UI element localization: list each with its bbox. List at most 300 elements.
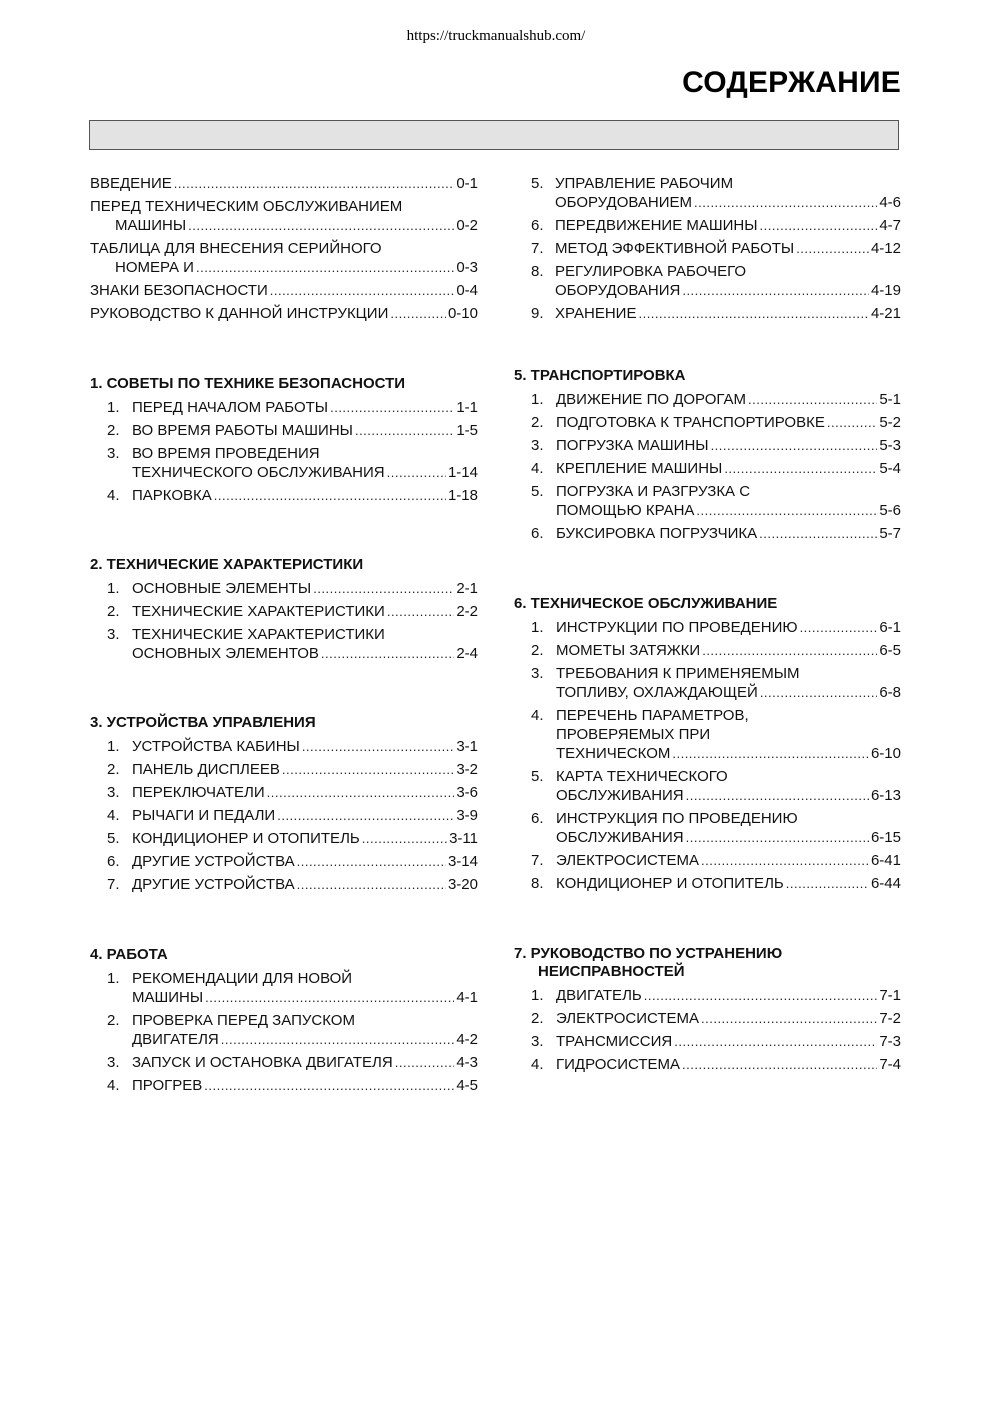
toc-page-number: 2-1 (456, 580, 478, 597)
toc-page-number: 5-7 (879, 525, 901, 542)
toc-entry-text: ГИДРОСИСТЕМА (556, 1056, 681, 1073)
dot-leader (204, 1076, 454, 1095)
toc-entry[interactable] (90, 304, 478, 323)
toc-section (90, 946, 478, 1099)
toc-entry-text: ВО ВРЕМЯ РАБОТЫ МАШИНЫ (132, 422, 353, 439)
toc-entry-text: ПОМОЩЬЮ КРАНА (556, 502, 695, 519)
toc-entry-line-last (531, 413, 901, 432)
toc-entry-text: ПРОГРЕВ (132, 1077, 203, 1094)
toc-entry-line-last (107, 1030, 478, 1049)
toc-entry-number: 6. (531, 810, 544, 827)
toc-entry-line-last (531, 744, 901, 763)
toc-section (514, 595, 901, 897)
section-heading-line: 4. РАБОТА (90, 946, 168, 963)
toc-entry-text: ВВЕДЕНИЕ (90, 175, 172, 192)
toc-entry-line (107, 625, 478, 644)
toc-entry[interactable] (514, 174, 901, 212)
toc-entry-text: БУКСИРОВКА ПОГРУЗЧИКА (556, 525, 758, 542)
toc-entry[interactable] (90, 281, 478, 300)
toc-entry-number: 7. (107, 876, 120, 893)
toc-entry-text: ТРЕБОВАНИЯ К ПРИМЕНЯЕМЫМ (556, 665, 800, 682)
toc-entry-line-last (531, 239, 901, 258)
toc-entry-number: 5. (531, 768, 544, 785)
toc-entry-number: 4. (531, 1056, 544, 1073)
toc-section (514, 945, 901, 1078)
dot-leader (297, 875, 446, 894)
toc-page-number: 4-21 (870, 305, 901, 322)
toc-entry-line-last (531, 851, 901, 870)
toc-entry[interactable] (90, 806, 478, 825)
dot-leader (696, 501, 877, 520)
toc-entry-text: МАШИНЫ (132, 989, 204, 1006)
toc-entry-line (531, 767, 901, 786)
toc-entry[interactable] (514, 706, 901, 763)
dot-leader (759, 524, 877, 543)
toc-entry-number: 4. (107, 1077, 120, 1094)
toc-entry-number: 1. (531, 619, 544, 636)
toc-page-number: 3-14 (447, 853, 478, 870)
toc-entry-number: 8. (531, 263, 544, 280)
toc-entry-number: 3. (107, 1054, 120, 1071)
dot-leader (270, 281, 455, 300)
toc-entry-text: ПЕРЕД НАЧАЛОМ РАБОТЫ (132, 399, 329, 416)
toc-entry-number: 3. (531, 437, 544, 454)
toc-entry-line (531, 725, 901, 744)
toc-entry-text: ПЕРЕД ТЕХНИЧЕСКИМ ОБСЛУЖИВАНИЕМ (90, 198, 403, 215)
page-title: СОДЕРЖАНИЕ (682, 66, 901, 99)
toc-entry[interactable] (514, 618, 901, 637)
toc-entry-line-last (531, 1032, 901, 1051)
dot-leader (686, 786, 869, 805)
toc-entry-line (107, 969, 478, 988)
toc-entry-line-last (107, 421, 478, 440)
dot-leader (387, 602, 454, 621)
toc-entry-line-last (107, 1076, 478, 1095)
toc-entry[interactable] (514, 436, 901, 455)
toc-entry[interactable] (514, 304, 901, 323)
toc-page-number: 6-13 (870, 787, 901, 804)
toc-entry-line (531, 262, 901, 281)
toc-page-number: 6-8 (879, 684, 901, 701)
section-heading[interactable] (90, 375, 478, 393)
toc-entry[interactable] (90, 421, 478, 440)
dot-leader (686, 828, 869, 847)
toc-entry-text: ЗНАКИ БЕЗОПАСНОСТИ (90, 282, 268, 299)
toc-entry-line-last (531, 1055, 901, 1074)
toc-entry-text: ТАБЛИЦА ДЛЯ ВНЕСЕНИЯ СЕРИЙНОГО (90, 240, 382, 257)
toc-page-number: 7-1 (879, 987, 901, 1004)
toc-page-number: 5-6 (879, 502, 901, 519)
toc-entry-number: 4. (531, 460, 544, 477)
toc-page-number: 2-4 (456, 645, 478, 662)
toc-entry-line-last (107, 398, 478, 417)
toc-entry[interactable] (514, 664, 901, 702)
toc-page-number: 2-2 (456, 603, 478, 620)
toc-entry[interactable] (90, 760, 478, 779)
toc-entry-line-last (531, 986, 901, 1005)
section-heading[interactable] (90, 946, 478, 964)
dot-leader (827, 413, 877, 432)
toc-entry[interactable] (90, 783, 478, 802)
toc-page-number: 5-1 (879, 391, 901, 408)
toc-entry-text: ПОГРУЗКА И РАЗГРУЗКА С (556, 483, 751, 500)
dot-leader (174, 174, 455, 193)
toc-entry-number: 1. (107, 580, 120, 597)
dot-leader (748, 390, 877, 409)
toc-entry-line-last (107, 644, 478, 663)
toc-entry-number: 2. (531, 642, 544, 659)
toc-entry-number: 2. (107, 422, 120, 439)
toc-entry[interactable] (514, 641, 901, 660)
toc-entry-line-last (531, 683, 901, 702)
toc-entry-line-last (531, 786, 901, 805)
toc-entry-text: ПРОВЕРЯЕМЫХ ПРИ (556, 726, 711, 743)
section-heading-line: 5. ТРАНСПОРТИРОВКА (514, 367, 686, 384)
toc-entry[interactable] (90, 174, 478, 193)
section-heading[interactable] (514, 945, 901, 981)
toc-entry[interactable] (90, 239, 478, 277)
toc-entry-line (531, 174, 901, 193)
toc-entry-number: 5. (531, 483, 544, 500)
dot-leader (682, 281, 869, 300)
section-heading-line: 6. ТЕХНИЧЕСКОЕ ОБСЛУЖИВАНИЕ (514, 595, 778, 612)
toc-entry[interactable] (90, 1076, 478, 1095)
toc-entry-line-last (531, 193, 901, 212)
toc-entry-line-last (531, 524, 901, 543)
toc-entry-number: 4. (107, 487, 120, 504)
toc-page-number: 4-19 (870, 282, 901, 299)
toc-entry-text: ДВИГАТЕЛЯ (132, 1031, 219, 1048)
toc-entry-text: МОМЕТЫ ЗАТЯЖКИ (556, 642, 701, 659)
toc-page-number: 3-1 (456, 738, 478, 755)
dot-leader (694, 193, 877, 212)
toc-entry-line-last (531, 436, 901, 455)
toc-entry-text: РЫЧАГИ И ПЕДАЛИ (132, 807, 276, 824)
section-heading[interactable] (90, 556, 478, 574)
toc-entry-number: 3. (531, 665, 544, 682)
toc-entry-text: КОНДИЦИОНЕР И ОТОПИТЕЛЬ (556, 875, 784, 892)
toc-page-number: 4-6 (879, 194, 901, 211)
toc-entry-line-last (107, 463, 478, 482)
dot-leader (786, 874, 869, 893)
toc-entry-line-last (531, 501, 901, 520)
toc-entry[interactable] (90, 1053, 478, 1072)
dot-leader (205, 988, 454, 1007)
toc-entry-line-last (531, 216, 901, 235)
section-heading[interactable] (514, 595, 901, 613)
toc-entry[interactable] (514, 524, 901, 543)
dot-leader (682, 1055, 877, 1074)
toc-page-number: 4-3 (456, 1054, 478, 1071)
dot-leader (674, 1032, 877, 1051)
dot-leader (760, 683, 878, 702)
toc-entry[interactable] (514, 1009, 901, 1028)
toc-entry[interactable] (514, 482, 901, 520)
toc-entry-text: КОНДИЦИОНЕР И ОТОПИТЕЛЬ (132, 830, 360, 847)
dot-leader (188, 216, 454, 235)
toc-entry-number: 6. (531, 525, 544, 542)
toc-entry-line-last (107, 852, 478, 871)
dot-leader (800, 618, 878, 637)
toc-page-number: 6-10 (870, 745, 901, 762)
toc-entry-number: 1. (531, 391, 544, 408)
toc-entry-text: ДРУГИЕ УСТРОЙСТВА (132, 853, 295, 870)
toc-page-number: 3-2 (456, 761, 478, 778)
toc-entry-line-last (107, 1053, 478, 1072)
intro-section (90, 174, 478, 327)
toc-entry[interactable] (514, 767, 901, 805)
toc-entry-line-last (531, 641, 901, 660)
dot-leader (644, 986, 878, 1005)
toc-entry-line-last (90, 304, 478, 323)
toc-entry-line (107, 1011, 478, 1030)
toc-entry-line-last (531, 828, 901, 847)
toc-page-number: 0-4 (456, 282, 478, 299)
title-bar (89, 120, 899, 150)
toc-page-number: 4-1 (456, 989, 478, 1006)
toc-entry-text: РЕГУЛИРОВКА РАБОЧЕГО (555, 263, 747, 280)
section-heading[interactable] (514, 367, 901, 385)
dot-leader (277, 806, 454, 825)
toc-entry[interactable] (90, 625, 478, 663)
dot-leader (390, 304, 446, 323)
toc-entry-text: ОБОРУДОВАНИЕМ (555, 194, 692, 211)
toc-entry-text: ПОДГОТОВКА К ТРАНСПОРТИРОВКЕ (556, 414, 825, 431)
toc-entry[interactable] (90, 602, 478, 621)
toc-entry-text: УПРАВЛЕНИЕ РАБОЧИМ (555, 175, 734, 192)
toc-entry-number: 2. (107, 603, 120, 620)
toc-entry-text: НОМЕРА И (115, 259, 194, 276)
toc-entry-text: ИНСТРУКЦИЯ ПО ПРОВЕДЕНИЮ (556, 810, 798, 827)
toc-entry[interactable] (90, 852, 478, 871)
dot-leader (321, 644, 454, 663)
toc-entry-line (531, 664, 901, 683)
toc-entry-text: МАШИНЫ (115, 217, 187, 234)
toc-entry-line-last (531, 874, 901, 893)
toc-entry-line-last (531, 618, 901, 637)
toc-entry-line (531, 706, 901, 725)
section-heading-line: НЕИСПРАВНОСТЕЙ (538, 963, 685, 980)
toc-entry[interactable] (514, 459, 901, 478)
toc-entry[interactable] (90, 398, 478, 417)
toc-entry-text: ПЕРЕДВИЖЕНИЕ МАШИНЫ (555, 217, 758, 234)
toc-entry-line-last (107, 783, 478, 802)
toc-entry-text: КРЕПЛЕНИЕ МАШИНЫ (556, 460, 723, 477)
toc-entry[interactable] (90, 829, 478, 848)
toc-entry-text: ОБСЛУЖИВАНИЯ (556, 787, 684, 804)
toc-entry-line-last (531, 304, 901, 323)
toc-entry-text: ДВИГАТЕЛЬ (556, 987, 642, 1004)
toc-entry-text: ИНСТРУКЦИИ ПО ПРОВЕДЕНИЮ (556, 619, 798, 636)
dot-leader (330, 398, 454, 417)
toc-entry[interactable] (514, 390, 901, 409)
toc-entry-text: ПРОВЕРКА ПЕРЕД ЗАПУСКОМ (132, 1012, 355, 1029)
toc-entry-text: УСТРОЙСТВА КАБИНЫ (132, 738, 300, 755)
toc-entry-number: 2. (531, 1010, 544, 1027)
toc-page-number: 3-9 (456, 807, 478, 824)
toc-entry-text: ЭЛЕКТРОСИСТЕМА (556, 852, 699, 869)
toc-entry-line-last (90, 174, 478, 193)
toc-entry[interactable] (90, 737, 478, 756)
toc-entry-number: 3. (107, 626, 120, 643)
toc-entry-number: 1. (107, 399, 120, 416)
toc-section-continuation (514, 174, 901, 327)
section-heading-line: 7. РУКОВОДСТВО ПО УСТРАНЕНИЮ (514, 945, 783, 962)
toc-entry-number: 3. (107, 445, 120, 462)
toc-section (514, 367, 901, 547)
toc-entry[interactable] (514, 986, 901, 1005)
dot-leader (702, 641, 877, 660)
toc-page-number: 1-5 (456, 422, 478, 439)
toc-page-number: 1-18 (447, 487, 478, 504)
toc-entry-line (531, 809, 901, 828)
toc-entry-line-last (107, 806, 478, 825)
toc-entry-number: 7. (531, 852, 544, 869)
toc-entry-text: ЗАПУСК И ОСТАНОВКА ДВИГАТЕЛЯ (132, 1054, 393, 1071)
toc-entry-line (90, 197, 478, 216)
toc-entry[interactable] (90, 579, 478, 598)
dot-leader (302, 737, 455, 756)
toc-page-number: 6-41 (870, 852, 901, 869)
toc-entry[interactable] (514, 874, 901, 893)
toc-entry-text: ТОПЛИВУ, ОХЛАЖДАЮЩЕЙ (556, 684, 758, 701)
toc-entry-line-last (107, 875, 478, 894)
toc-page-number: 5-2 (879, 414, 901, 431)
toc-entry-text: ВО ВРЕМЯ ПРОВЕДЕНИЯ (132, 445, 320, 462)
toc-page-number: 3-6 (456, 784, 478, 801)
toc-entry-text: ПАРКОВКА (132, 487, 212, 504)
toc-entry-line-last (107, 602, 478, 621)
toc-page-number: 0-10 (447, 305, 478, 322)
toc-section (90, 375, 478, 509)
toc-entry-number: 2. (107, 761, 120, 778)
source-url[interactable]: https://truckmanualshub.com/ (406, 28, 586, 44)
toc-entry-line-last (90, 258, 478, 277)
toc-entry-text: ТРАНСМИССИЯ (556, 1033, 673, 1050)
dot-leader (711, 436, 878, 455)
toc-entry-text: ОСНОВНЫХ ЭЛЕМЕНТОВ (132, 645, 319, 662)
toc-entry[interactable] (514, 413, 901, 432)
toc-entry-text: МЕТОД ЭФФЕКТИВНОЙ РАБОТЫ (555, 240, 795, 257)
dot-leader (214, 486, 446, 505)
toc-entry-number: 5. (107, 830, 120, 847)
toc-entry-line-last (107, 988, 478, 1007)
toc-page-number: 6-15 (870, 829, 901, 846)
toc-page-number: 0-3 (456, 259, 478, 276)
dot-leader (221, 1030, 455, 1049)
toc-entry-text: РЕКОМЕНДАЦИИ ДЛЯ НОВОЙ (132, 970, 353, 987)
toc-page-number: 7-3 (879, 1033, 901, 1050)
toc-entry-text: ТЕХНИЧЕСКИЕ ХАРАКТЕРИСТИКИ (132, 626, 385, 643)
toc-entry[interactable] (514, 1032, 901, 1051)
dot-leader (282, 760, 454, 779)
toc-entry-text: КАРТА ТЕХНИЧЕСКОГО (556, 768, 728, 785)
toc-entry-text: ЭЛЕКТРОСИСТЕМА (556, 1010, 699, 1027)
toc-entry-number: 6. (107, 853, 120, 870)
dot-leader (701, 1009, 877, 1028)
toc-entry[interactable] (90, 1011, 478, 1049)
toc-entry-line (531, 482, 901, 501)
dot-leader (313, 579, 454, 598)
toc-page-number: 1-14 (447, 464, 478, 481)
toc-entry-line-last (107, 737, 478, 756)
section-heading-line: 1. СОВЕТЫ ПО ТЕХНИКЕ БЕЗОПАСНОСТИ (90, 375, 406, 392)
toc-entry-number: 1. (531, 987, 544, 1004)
toc-entry[interactable] (514, 239, 901, 258)
toc-entry-line-last (107, 579, 478, 598)
toc-entry-line-last (531, 281, 901, 300)
toc-page-number: 5-4 (879, 460, 901, 477)
toc-entry[interactable] (90, 875, 478, 894)
toc-entry-line-last (531, 459, 901, 478)
dot-leader (701, 851, 869, 870)
toc-entry[interactable] (514, 216, 901, 235)
toc-entry-text: ТЕХНИЧЕСКОМ (556, 745, 671, 762)
toc-entry-line-last (107, 486, 478, 505)
toc-page-number: 4-12 (870, 240, 901, 257)
toc-page-number: 3-20 (447, 876, 478, 893)
toc-entry-line-last (107, 829, 478, 848)
toc-entry-text: ХРАНЕНИЕ (555, 305, 637, 322)
toc-page-number: 5-3 (879, 437, 901, 454)
dot-leader (387, 463, 446, 482)
toc-page-number: 4-2 (456, 1031, 478, 1048)
toc-entry-number: 2. (107, 1012, 120, 1029)
toc-page-number: 3-11 (449, 830, 478, 847)
toc-entry[interactable] (90, 444, 478, 482)
section-heading-line: 2. ТЕХНИЧЕСКИЕ ХАРАКТЕРИСТИКИ (90, 556, 364, 573)
dot-leader (196, 258, 454, 277)
dot-leader (267, 783, 455, 802)
toc-entry-number: 1. (107, 738, 120, 755)
toc-entry-line-last (531, 1009, 901, 1028)
toc-entry[interactable] (90, 197, 478, 235)
toc-entry[interactable] (514, 1055, 901, 1074)
toc-entry-text: ОБСЛУЖИВАНИЯ (556, 829, 684, 846)
toc-entry[interactable] (514, 851, 901, 870)
toc-page-number: 7-4 (879, 1056, 901, 1073)
toc-page-number: 4-7 (879, 217, 901, 234)
toc-entry-number: 8. (531, 875, 544, 892)
toc-entry-line-last (531, 390, 901, 409)
toc-entry-text: ОСНОВНЫЕ ЭЛЕМЕНТЫ (132, 580, 312, 597)
toc-entry-line-last (90, 216, 478, 235)
toc-section (90, 556, 478, 667)
dot-leader (760, 216, 878, 235)
toc-entry[interactable] (514, 262, 901, 300)
toc-entry-text: ПАНЕЛЬ ДИСПЛЕЕВ (132, 761, 280, 778)
dot-leader (724, 459, 877, 478)
toc-entry-number: 2. (531, 414, 544, 431)
toc-entry-text: ТЕХНИЧЕСКИЕ ХАРАКТЕРИСТИКИ (132, 603, 385, 620)
toc-entry[interactable] (90, 969, 478, 1007)
toc-page-number: 0-2 (456, 217, 478, 234)
toc-page-number: 6-5 (879, 642, 901, 659)
dot-leader (672, 744, 869, 763)
toc-entry[interactable] (90, 486, 478, 505)
toc-page-number: 7-2 (879, 1010, 901, 1027)
toc-entry[interactable] (514, 809, 901, 847)
toc-entry-number: 3. (107, 784, 120, 801)
toc-page-number: 4-5 (456, 1077, 478, 1094)
section-heading[interactable] (90, 714, 478, 732)
toc-entry-text: РУКОВОДСТВО К ДАННОЙ ИНСТРУКЦИИ (90, 305, 389, 322)
toc-entry-text: ПЕРЕЧЕНЬ ПАРАМЕТРОВ, (556, 707, 749, 724)
toc-page-number: 6-44 (870, 875, 901, 892)
toc-entry-number: 4. (531, 707, 544, 724)
toc-entry-number: 5. (531, 175, 544, 192)
toc-page-number: 6-1 (879, 619, 901, 636)
